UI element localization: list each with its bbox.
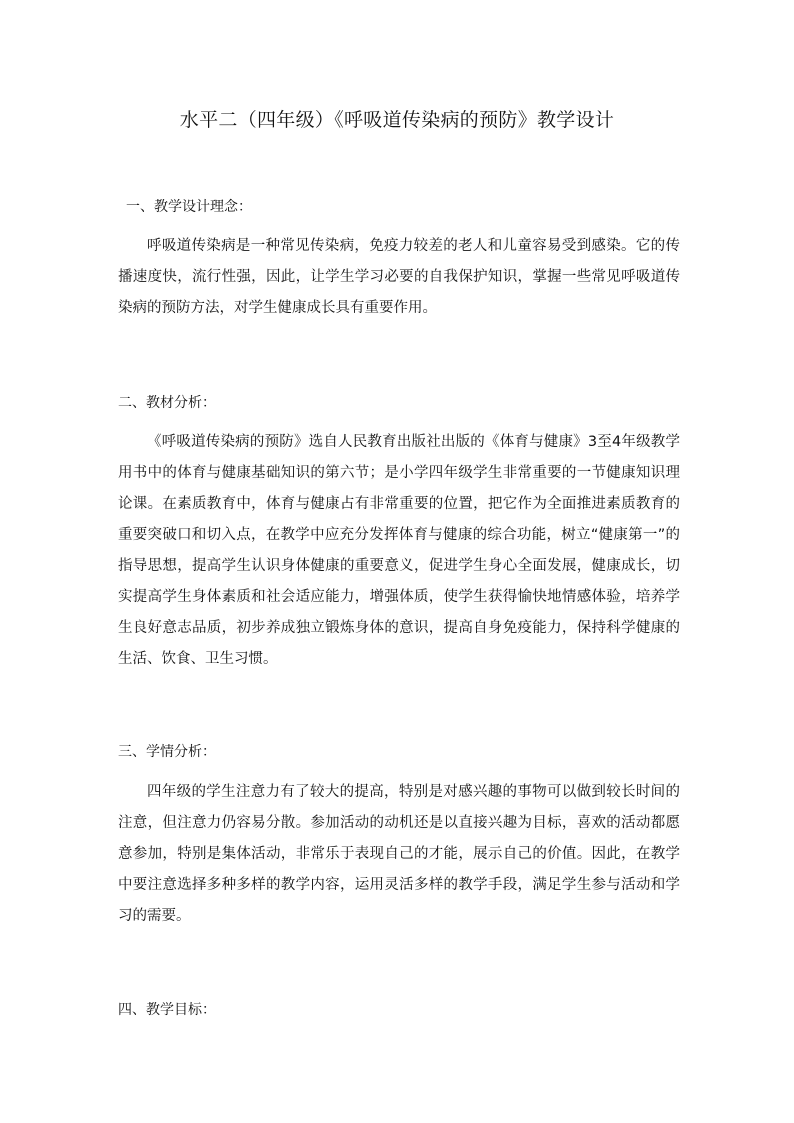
section-body-design-concept: 呼吸道传染病是一种常见传染病，免疫力较差的老人和儿童容易受到感染。它的传播速度快，流行性强，因此，让学生学习必要的自我保护知识，掌握一些常见呼吸道传染病的预防方法，对学生健康成长具有重要作用。 — [118, 238, 680, 316]
section-heading-student-analysis: 三、学情分析： — [118, 744, 216, 760]
document-title: 水平二（四年级）《呼吸道传染病的预防》教学设计 — [179, 109, 615, 131]
section-heading-teaching-objectives: 四、教学目标： — [118, 1002, 216, 1018]
section-heading-textbook-analysis: 二、教材分析： — [118, 395, 216, 411]
section-body-textbook-analysis: 《呼吸道传染病的预防》选自人民教育出版社出版的《体育与健康》3至4年级教学用书中的体育与健康基础知识的第六节；是小学四年级学生非常重要的一节健康知识理论课。在素质教育中，体育与健康占有非常重要的位置，把它作为全面推进素质教育的重要突破口和切入点，在教学中应充分发挥体育与健康的综合功能，树立“健康第一”的指导思想，提高学生认识身体健康的重要意义，促进学生身心全面发展，健康成长，切实提高学生身体素质和社会适应能力，增强体质，使学生获得愉快地情感体验，培养学生良好意志品质，初步养成独立锻炼身体的意识，提高自身免疫能力，保持科学健康的生活、饮食、卫生习惯。 — [118, 434, 680, 667]
section-body-student-analysis: 四年级的学生注意力有了较大的提高，特别是对感兴趣的事物可以做到较长时间的注意，但注意力仍容易分散。参加活动的动机还是以直接兴趣为目标，喜欢的活动都愿意参加，特别是集体活动，非常乐于表现自己的才能，展示自己的价值。因此，在教学中要注意选择多种多样的教学内容，运用灵活多样的教学手段，满足学生参与活动和学习的需要。 — [118, 784, 680, 924]
section-heading-design-concept: 一、教学设计理念： — [126, 199, 252, 215]
